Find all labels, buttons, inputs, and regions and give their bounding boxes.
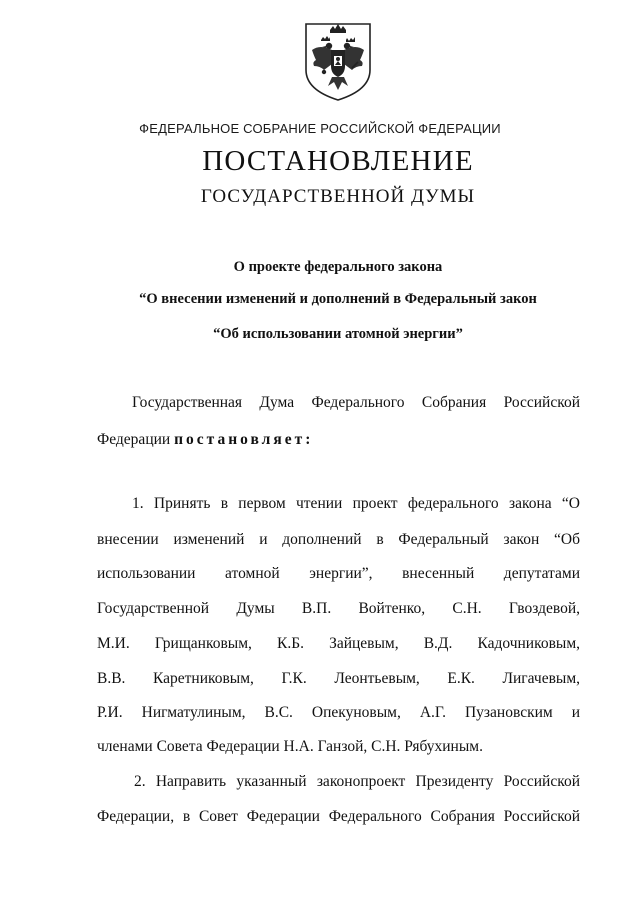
clause-1-line: В.В. Каретниковым, Г.К. Леонтьевым, Е.К. Лигачевым, [97,670,580,687]
subject-line-1: О проекте федерального закона [233,259,443,275]
clause-2-line: Федерации, в Совет Федерации Федерального Собрания Российской [97,808,580,825]
document-type-title: ПОСТАНОВЛЕНИЕ [202,145,474,177]
clause-1-line: использовании атомной энергии”, внесенный депутатами [97,565,580,582]
preamble-line-2 [97,431,580,449]
clause-1-line: М.И. Грищанковым, К.Б. Зайцевым, В.Д. Кадочниковым, [97,635,580,652]
clause-1-line: Р.И. Нигматулиным, В.С. Опекуновым, А.Г. Пузановским и [97,704,580,721]
parliament-name: ФЕДЕРАЛЬНОЕ СОБРАНИЕ РОССИЙСКОЙ ФЕДЕРАЦИИ [139,121,501,136]
subject-line-2: “О внесении изменений и дополнений в Федеральный закон [139,291,537,307]
clause-1-line: внесении изменений и дополнений в Федеральный закон “Об [97,531,580,548]
clause-1-line: Государственной Думы В.П. Войтенко, С.Н. Гвоздевой, [97,600,580,617]
preamble-prefix: Федерации [97,431,175,448]
decision-word: постановляет: [174,431,314,448]
subject-line-3: “Об использовании атомной энергии” [213,326,463,342]
issuer-title: ГОСУДАРСТВЕННОЙ ДУМЫ [200,186,476,207]
preamble-line-1: Государственная Дума Федерального Собрания Российской [132,394,580,411]
clause-1-line: 1. Принять в первом чтении проект федерального закона “О [132,495,580,512]
clause-1-line: членами Совета Федерации Н.А. Ганзой, С.Н. Рябухиным. [97,738,483,755]
russian-coat-of-arms-icon [302,20,374,102]
clause-2-line: 2. Направить указанный законопроект Президенту Российской [134,773,580,790]
